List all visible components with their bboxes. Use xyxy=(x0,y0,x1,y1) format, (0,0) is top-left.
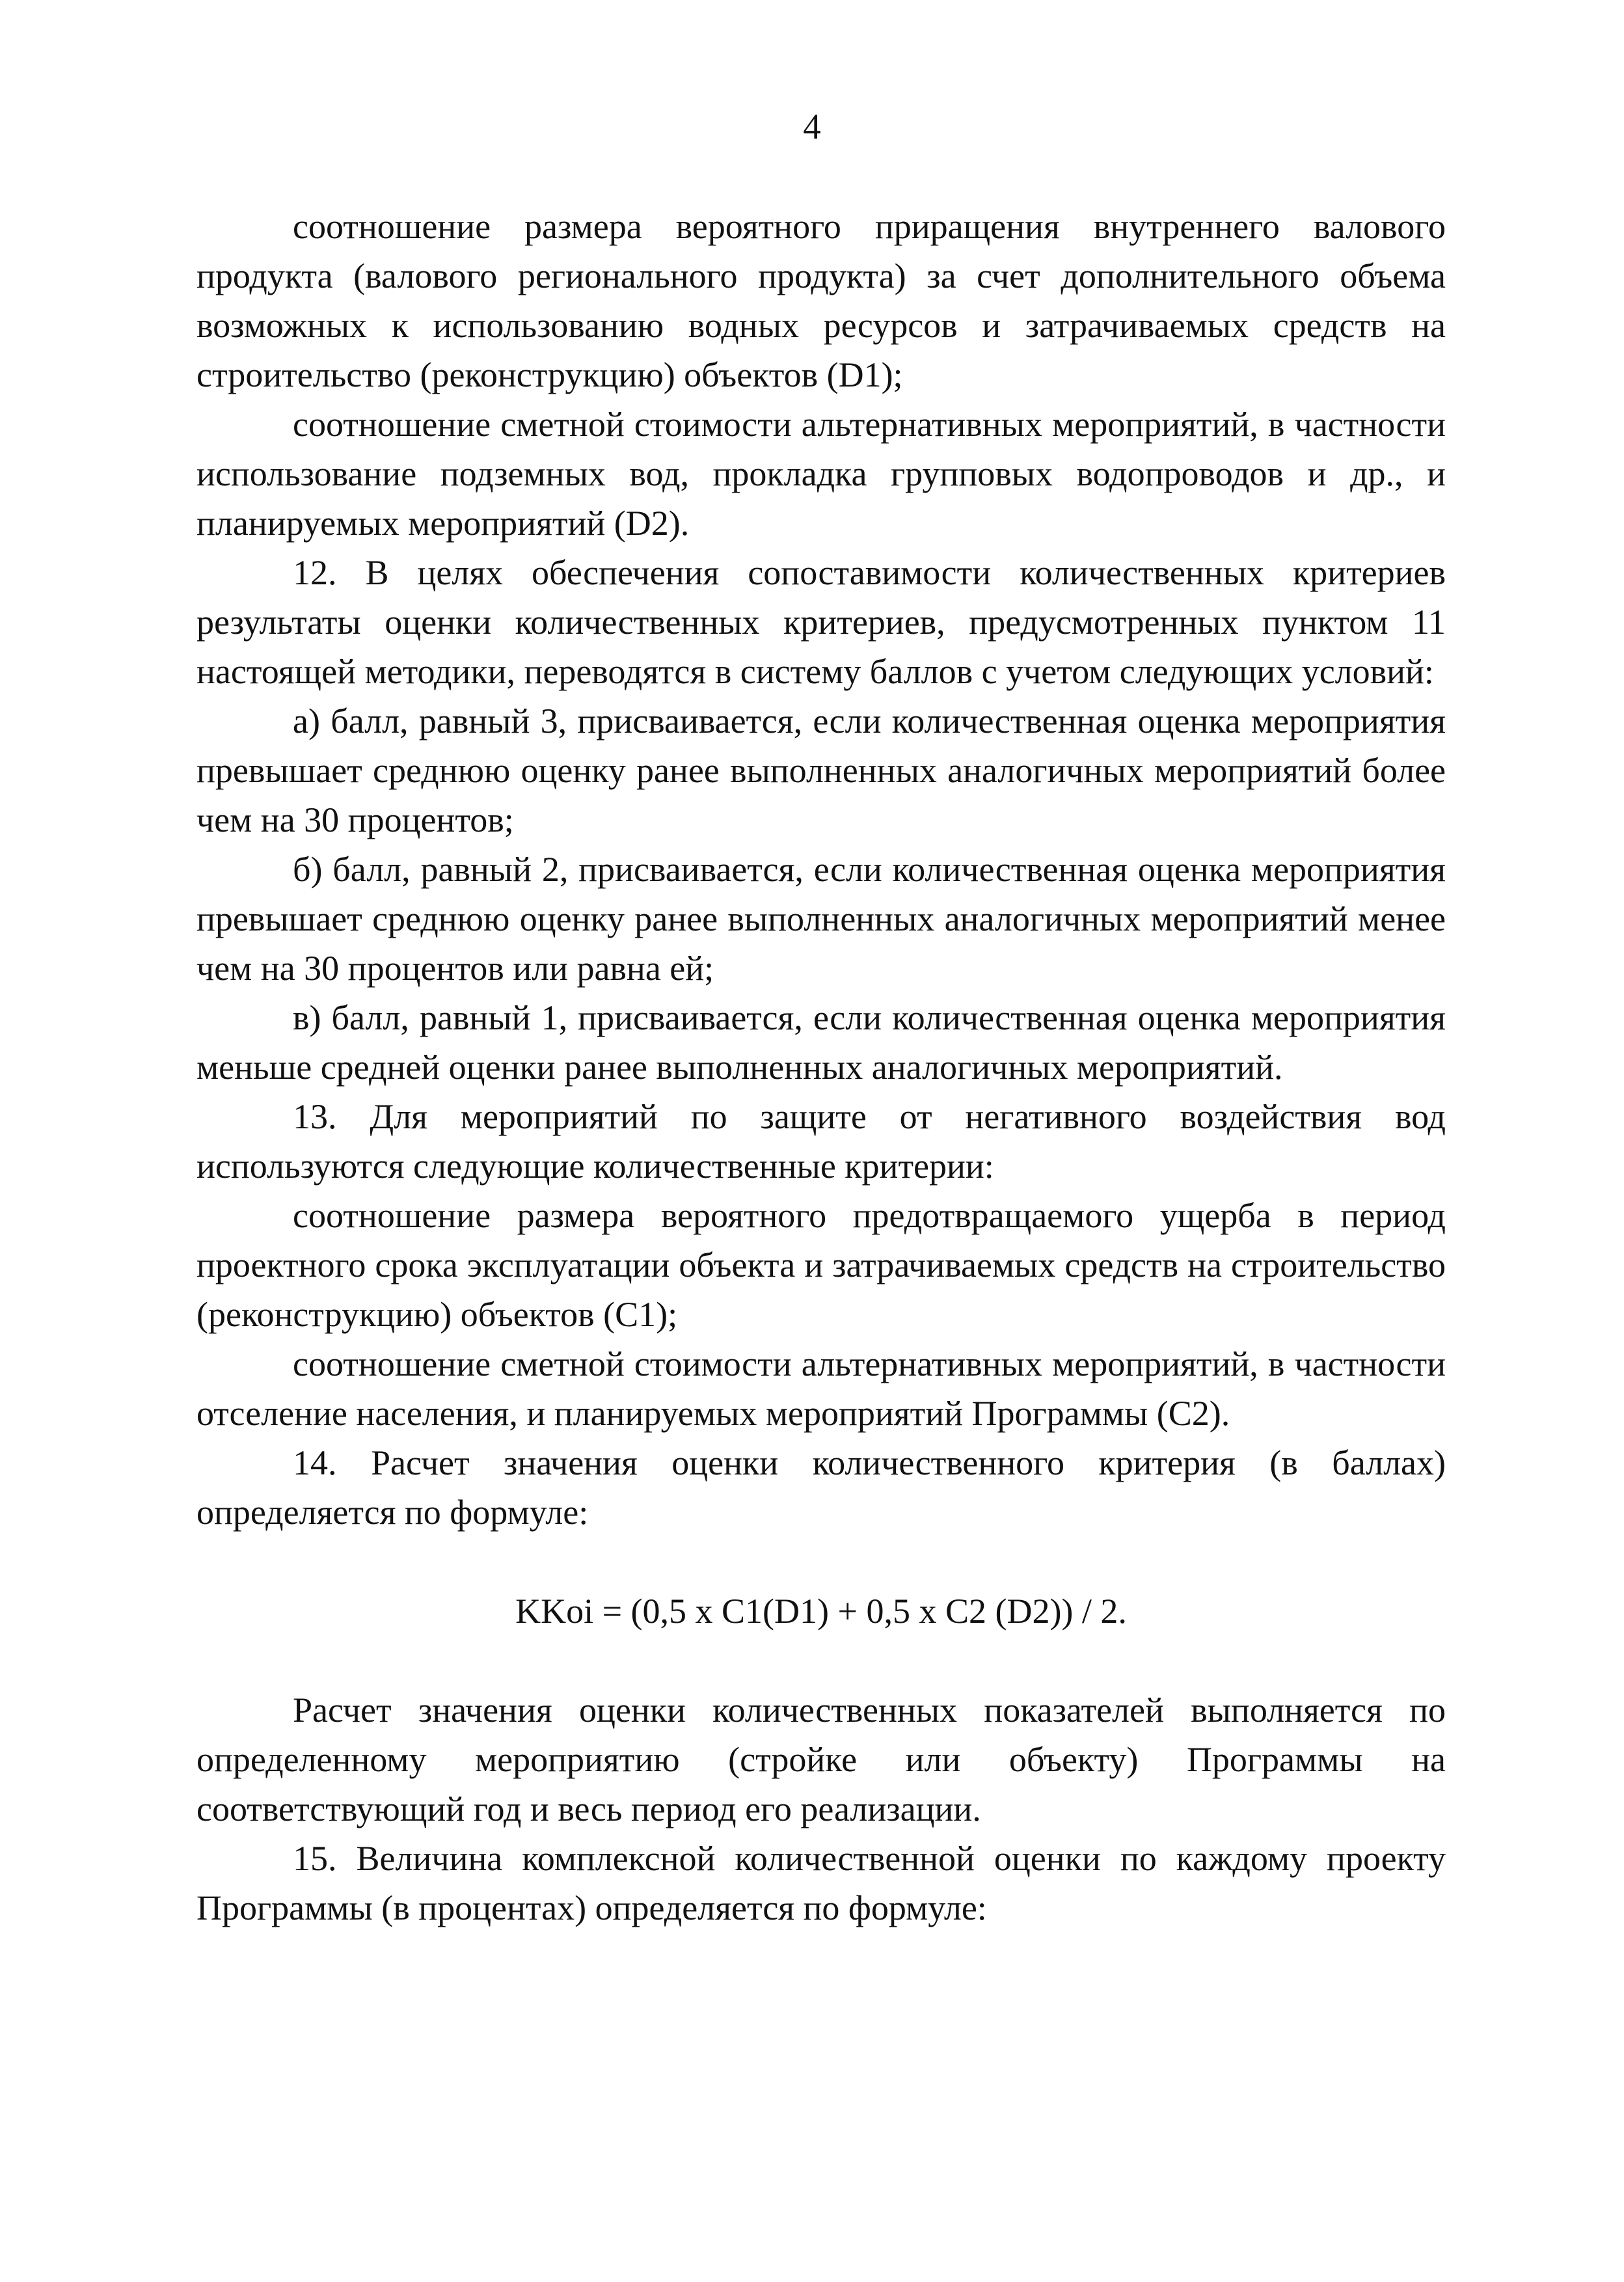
paragraph-item-12a: а) балл, равный 3, присваивается, если количественная оценка мероприятия превышает среднюю оценку ранее выполненных аналогичных мероприятий более чем на 30 процентов; xyxy=(196,701,1446,839)
paragraph-d2-criterion: соотношение сметной стоимости альтернативных мероприятий, в частности использование подземных вод, прокладка групповых водопроводов и др., и планируемых мероприятий (D2). xyxy=(196,405,1446,543)
document-body xyxy=(196,202,1446,1933)
page-number: 4 xyxy=(803,107,821,146)
paragraph-c1-criterion: соотношение размера вероятного предотвращаемого ущерба в период проектного срока эксплуатации объекта и затрачиваемых средств на строительство (реконструкцию) объектов (C1); xyxy=(196,1196,1446,1334)
paragraph-item-14: 14. Расчет значения оценки количественного критерия (в баллах) определяется по формуле: xyxy=(196,1443,1446,1532)
paragraph-calculation-note: Расчет значения оценки количественных показателей выполняется по определенному мероприятию (стройке или объекту) Программы на соответствующий год и весь период его реализации. xyxy=(196,1691,1446,1828)
paragraph-item-15: 15. Величина комплексной количественной оценки по каждому проекту Программы (в процентах) определяется по формуле: xyxy=(196,1839,1446,1927)
paragraph-c2-criterion: соотношение сметной стоимости альтернативных мероприятий, в частности отселение населения, и планируемых мероприятий Программы (C2). xyxy=(196,1344,1446,1433)
formula: KKoi = (0,5 x C1(D1) + 0,5 x C2 (D2)) / 2. xyxy=(515,1592,1127,1631)
paragraph-item-12: 12. В целях обеспечения сопоставимости количественных критериев результаты оценки количественных критериев, предусмотренных пунктом 11 настоящей методики, переводятся в систему баллов с учетом следующих условий: xyxy=(196,553,1446,691)
paragraph-item-12c: в) балл, равный 1, присваивается, если количественная оценка мероприятия меньше средней оценки ранее выполненных аналогичных мероприятий. xyxy=(196,998,1446,1087)
paragraph-item-12b: б) балл, равный 2, присваивается, если количественная оценка мероприятия превышает среднюю оценку ранее выполненных аналогичных мероприятий менее чем на 30 процентов или равна ей; xyxy=(196,850,1446,988)
paragraph-item-13: 13. Для мероприятий по защите от негативного воздействия вод используются следующие количественные критерии: xyxy=(196,1097,1446,1186)
paragraph-d1-criterion: соотношение размера вероятного приращения внутреннего валового продукта (валового регионального продукта) за счет дополнительного объема возможных к использованию водных ресурсов и затрачиваемых средств на строительство (реконструкцию) объектов (D1); xyxy=(196,207,1446,394)
